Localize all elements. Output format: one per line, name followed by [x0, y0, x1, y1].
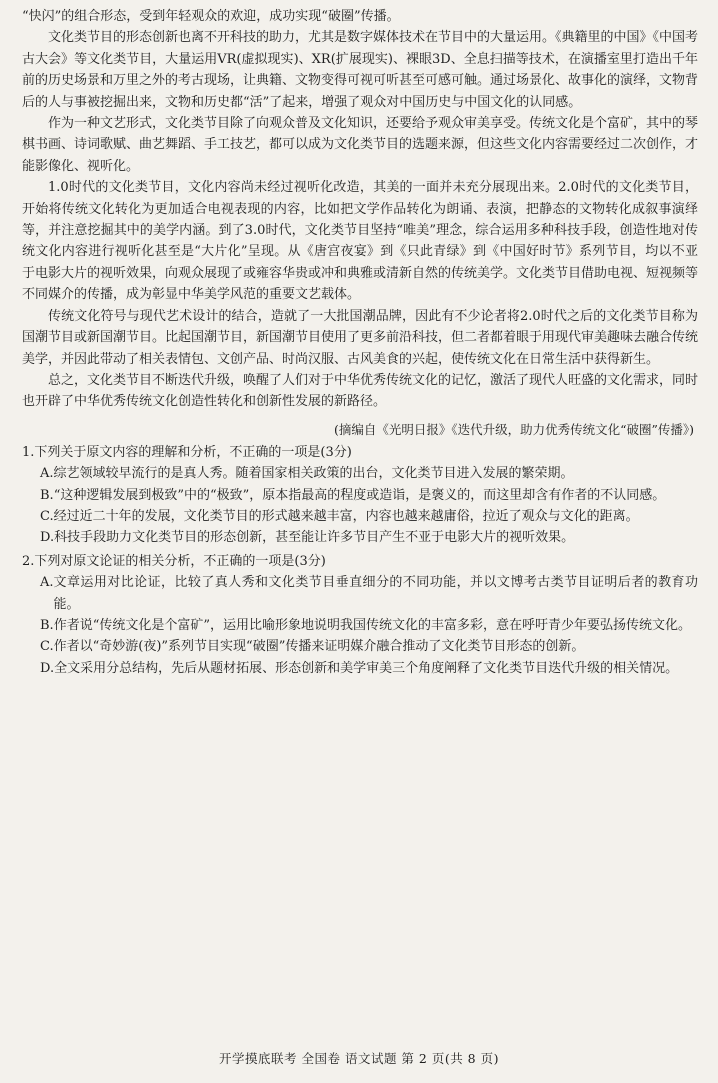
paragraph: 传统文化符号与现代艺术设计的结合，造就了一大批国潮品牌，因此有不少论者将2.0时代之后的文化类节目称为国潮节目或新国潮节目。比起国潮节目，新国潮节目使用了更多前沿科技，但二者都着眼于用现代审美趣味去融合传统美学，并因此带动了相关表情包、文创产品、时尚汉服、古风美食的兴起，使传统文化在日常生活中获得新生。: [22, 308, 699, 367]
source-citation: (摘编自《光明日报》《迭代升级，助力优秀传统文化“破圈”传播》): [333, 421, 694, 437]
question-stem: 2.下列对原文论证的相关分析，不正确的一项是(3分): [22, 553, 326, 569]
option-a: [22, 463, 698, 484]
option-label: A.: [40, 466, 54, 482]
option-label: C.: [40, 639, 54, 655]
option-label: B.: [40, 617, 54, 633]
paragraph: “快闪”的组合形态，受到年轻观众的欢迎，成功实现“破圈”传播。: [22, 9, 400, 24]
option-b: [22, 615, 698, 636]
question-stem: 1.下列关于原文内容的理解和分析，不正确的一项是(3分): [22, 444, 352, 460]
option-label: D.: [40, 660, 55, 676]
option-label: D.: [40, 530, 55, 546]
option-text: 综艺领域较早流行的是真人秀。随着国家相关政策的出台，文化类节目进入发展的繁荣期。: [53, 466, 574, 482]
question-1: [22, 442, 698, 549]
option-text: 作者以“奇妙游(夜)”系列节目实现“破圈”传播来证明媒介融合推动了文化类节目形态的创新。: [53, 639, 585, 655]
paragraph: 1.0时代的文化类节目，文化内容尚未经过视听化改造，其美的一面并未充分展现出来。2.0时代的文化类节目，开始将传统文化转化为更加适合电视表现的内容，比如把文学作品转化为朗诵、表演，把静态的文物转化成叙事演绎等，并注意挖掘其中的美学内涵。到了3.0时代，文化类节目坚持“唯美”理念，综合运用多种科技手段，创造性地对传统文化内容进行视听化甚至是“大片化”呈现。从《唐宫夜宴》到《只此青绿》到《中国好时节》系列节目，均以不亚于电影大片的视听效果，向观众展现了或雍容华贵或冲和典雅或清新自然的传统美学。文化类节目借助电视、短视频等不同媒介的传播，成为彰显中华美学风范的重要文艺载体。: [22, 180, 699, 303]
option-text: 科技手段助力文化类节目的形态创新，甚至能让许多节目产生不亚于电影大片的视听效果。: [54, 530, 575, 546]
question-2: [22, 551, 698, 679]
option-text: “这种逻辑发展到极致”中的“极致”，原本指最高的程度或造诣，是褒义的，而这里却含有作者的不认同感。: [53, 487, 666, 503]
paragraph: 作为一种文艺形式，文化类节目除了向观众普及文化知识，还要给予观众审美享受。传统文化是个富矿，其中的琴棋书画、诗词歌赋、曲艺舞蹈、手工技艺，都可以成为文化类节目的选题来源，但这些文化内容需要经过二次创作，才能影像化、视听化。: [22, 116, 699, 174]
page-footer: 开学摸底联考 全国卷 语文试题 第 2 页(共 8 页): [219, 1051, 499, 1066]
option-d: [22, 527, 698, 548]
paragraph: 总之，文化类节目不断迭代升级，唤醒了人们对于中华优秀传统文化的记忆，激活了现代人旺盛的文化需求，同时也开辟了中华优秀传统文化创造性转化和创新性发展的新路径。: [22, 372, 699, 410]
option-d: [22, 658, 698, 679]
option-text: 作者说“传统文化是个富矿”，运用比喻形象地说明我国传统文化的丰富多彩，意在呼吁青少年要弘扬传统文化。: [53, 617, 691, 633]
option-label: B.: [40, 487, 54, 503]
option-a: [22, 572, 698, 615]
option-label: C.: [40, 508, 54, 524]
article-body: [22, 6, 698, 413]
option-label: A.: [40, 575, 54, 591]
option-c: [22, 636, 698, 657]
paragraph: 文化类节目的形态创新也离不开科技的助力，尤其是数字媒体技术在节目中的大量运用。《典籍里的中国》《中国考古大会》等文化类节目，大量运用VR(虚拟现实)、XR(扩展现实)、裸眼3D、全息扫描等技术，在演播室里打造出千年前的历史场景和万里之外的考古现场，让典籍、文物变得可视可听甚至可感可触。通过场景化、故事化的演绎，文物背后的人与事被挖掘出来，文物和历史都“活”了起来，增强了观众对中国历史与中国文化的认同感。: [22, 30, 699, 110]
option-text: 经过近二十年的发展，文化类节目的形式越来越丰富，内容也越来越庸俗，拉近了观众与文化的距离。: [53, 508, 639, 524]
option-c: [22, 506, 698, 527]
option-text: 文章运用对比论证，比较了真人秀和文化类节目垂直细分的不同功能，并以文博考古类节目证明后者的教育功能。: [53, 575, 698, 612]
option-text: 全文采用分总结构，先后从题材拓展、形态创新和美学审美三个角度阐释了文化类节目迭代升级的相关情况。: [54, 660, 679, 676]
option-b: [22, 485, 698, 506]
